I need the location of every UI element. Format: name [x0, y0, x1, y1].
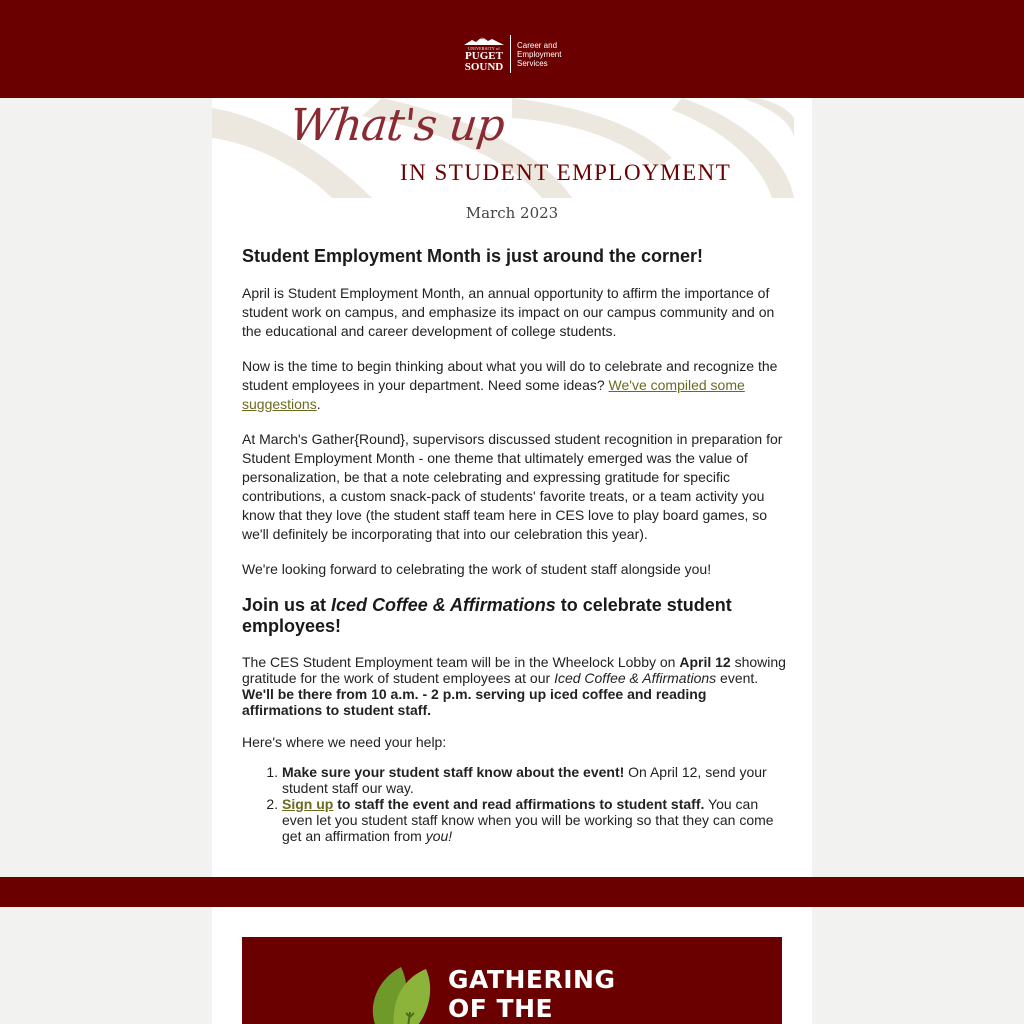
paragraph-ideas — [242, 357, 787, 414]
mountain-icon — [464, 36, 504, 45]
paragraph-looking-forward: We're looking forward to celebrating the work of student staff alongside you! — [242, 561, 712, 577]
logo-divider — [510, 35, 511, 73]
gathering-line1: GATHERING — [448, 965, 616, 994]
gathering-line2: OF THE — [448, 994, 554, 1023]
logo-dept-line1: Career and — [517, 40, 558, 50]
event-text-c: event. — [716, 670, 759, 686]
heading2-part-a: Join us at — [242, 595, 332, 615]
newsletter-banner — [212, 98, 794, 198]
article-body — [242, 246, 787, 844]
logo-sound-text: SOUND — [464, 60, 504, 73]
paragraph-help: Here's where we need your help: — [242, 734, 447, 750]
logo-puget-text: PUGET — [465, 49, 503, 62]
leaf-icon — [366, 967, 446, 1024]
header-band — [0, 0, 1024, 98]
logo-department — [517, 41, 561, 68]
banner-whats-up: What's up — [287, 100, 507, 151]
heading-student-employment-month: Student Employment Month is just around the corner! — [242, 246, 704, 266]
event-text-a: The CES Student Employment team will be in the Wheelock Lobby on — [242, 654, 680, 670]
issue-date: March 2023 — [465, 204, 559, 222]
heading2-event-name: Iced Coffee & Affirmations — [331, 595, 556, 615]
heading2-part-b: to celebrate student employees! — [242, 595, 732, 636]
ups-wordmark — [462, 36, 506, 73]
list-item1-rest: On April 12, send your student staff our way. — [282, 764, 767, 796]
list-item — [282, 796, 787, 844]
paragraph-ideas-end: . — [316, 396, 321, 412]
event-date: April 12 — [679, 654, 731, 670]
logo-dept-line3: Services — [517, 58, 548, 68]
logo-university-text: UNIVERSITY of — [467, 45, 501, 51]
paragraph-event-details — [242, 654, 787, 718]
gathering-banner[interactable] — [242, 937, 782, 1024]
event-time: We'll be there from 10 a.m. - 2 p.m. serving up iced coffee and reading affirmations to student staff. — [242, 686, 707, 718]
paragraph-gather-round: At March's Gather{Round}, supervisors discussed student recognition in preparation for Student Employment Month - one theme that ultimately emerged was the value of personalization, be that a note celebrating and expressing gratitude for specific contributions, a custom snack-pack of students' favorite treats, or a team activity you know that they love (the student staff team here in CES love to play board games, so we'll definitely be incorporating that into our celebration this year). — [242, 431, 783, 542]
list-item2-rest: You can even let you student staff know when you will be working so that they can come get an affirmation from — [282, 796, 774, 844]
paragraph-intro: April is Student Employment Month, an annual opportunity to affirm the importance of student work on campus, and emphasize its impact on our campus community and on the educational and career development of college students. — [242, 285, 775, 339]
list-item — [282, 764, 787, 796]
event-name: Iced Coffee & Affirmations — [554, 670, 717, 686]
gathering-card — [212, 907, 812, 1024]
suggestions-link[interactable]: We've compiled some suggestions — [242, 377, 745, 412]
heading-iced-coffee — [242, 595, 787, 637]
banner-subtitle: IN STUDENT EMPLOYMENT — [400, 160, 732, 185]
event-text-b: showing gratitude for the work of student employees at our — [242, 654, 786, 686]
newsletter-card — [212, 98, 812, 877]
sign-up-link[interactable]: Sign up — [282, 796, 334, 812]
logo-dept-line2: Employment — [517, 49, 562, 59]
list-item2-strong: to staff the event and read affirmations to student staff. — [333, 796, 705, 812]
paragraph-ideas-text: Now is the time to begin thinking about what you will do to celebrate and recognize the student employees in your department. Need some ideas? — [242, 358, 778, 393]
list-item2-em: you! — [425, 828, 453, 844]
ups-ces-logo[interactable] — [462, 33, 572, 75]
gathering-title — [448, 965, 615, 1023]
list-item1-strong: Make sure your student staff know about the event! — [282, 764, 625, 780]
section-divider-band — [0, 877, 1024, 907]
help-list — [242, 764, 787, 844]
